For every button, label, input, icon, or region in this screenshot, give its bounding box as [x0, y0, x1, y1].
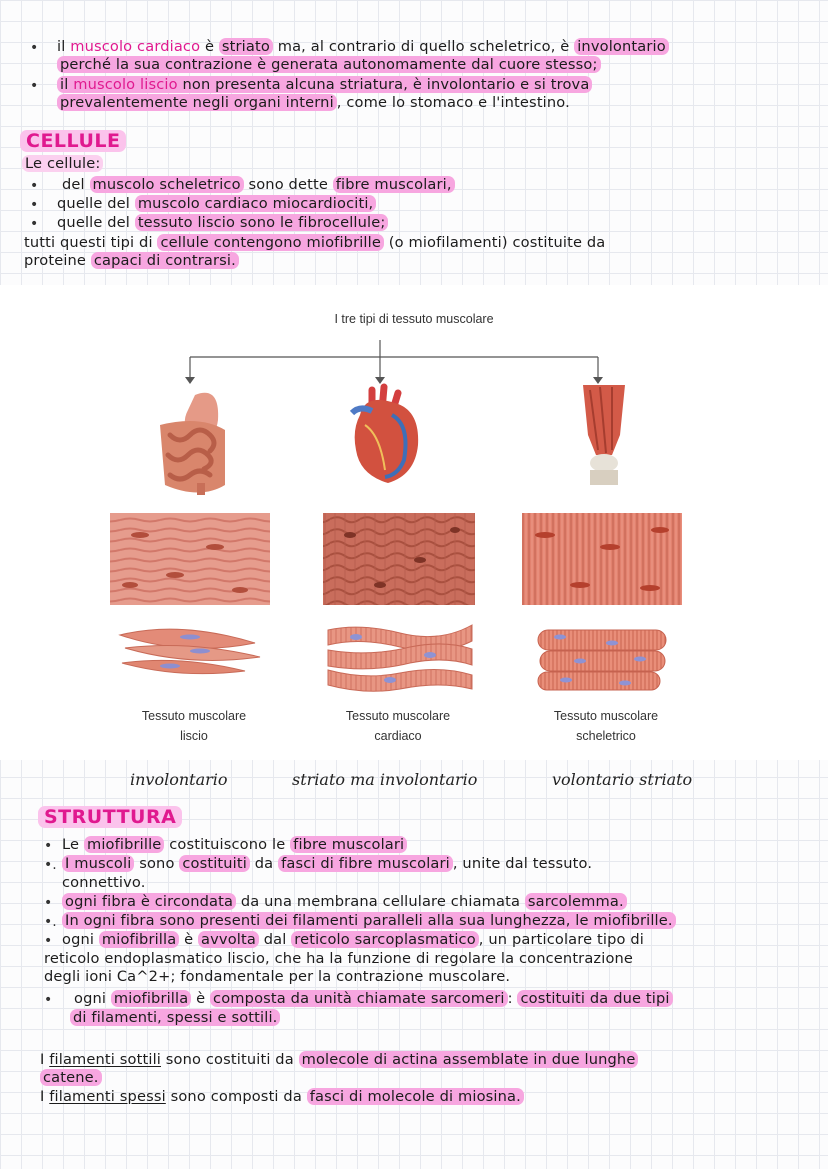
- bullet-dot: •: [30, 78, 39, 94]
- label-line: liscio: [180, 729, 208, 743]
- struttura-p2b: connettivo.: [62, 874, 146, 891]
- filamenti-spessi: I filamenti spessi sono composti da fasci di molecole di miosina.: [40, 1088, 524, 1105]
- label-line: cardiaco: [374, 729, 422, 743]
- struttura-p6b: di filamenti, spessi e sottili.: [70, 1009, 280, 1026]
- bullet-dot: •: [30, 197, 39, 213]
- label-line: Tessuto muscolare: [345, 709, 451, 723]
- heart-icon: [352, 387, 418, 483]
- highlight: prevalentemente negli organi interni: [57, 94, 337, 111]
- text: ma, al contrario di quello scheletrico, è: [272, 38, 575, 55]
- highlight: involontario: [574, 38, 669, 55]
- text: il: [60, 76, 74, 93]
- bullet-dot: •: [44, 933, 53, 949]
- intro-line-2: [57, 56, 601, 73]
- bullet-dot: •: [44, 838, 53, 854]
- highlight: striato: [219, 38, 273, 55]
- keyword: muscolo cardiaco: [70, 38, 201, 55]
- micrograph-smooth: [110, 513, 270, 605]
- cellule-item-2: quelle del muscolo cardiaco miocardiociti,: [57, 195, 376, 212]
- struttura-p6a: ogni miofibrilla è composta da unità chiamate sarcomeri : costituiti da due tipi: [74, 990, 673, 1007]
- struttura-p3: ogni fibra è circondata da una membrana cellulare chiamata sarcolemma.: [62, 893, 627, 910]
- struttura-p4: In ogni fibra sono presenti dei filamenti paralleli alla sua lunghezza, le miofibrille.: [62, 912, 676, 929]
- muscle-tissue-diagram: [0, 285, 828, 760]
- cellule-item-1: del muscolo scheletrico sono dette fibre muscolari,: [62, 176, 455, 193]
- smooth-cells-drawing: [120, 629, 260, 674]
- intro-line-3: [57, 76, 592, 93]
- label-line: Tessuto muscolare: [141, 709, 247, 723]
- section-heading-cellule: CELLULE: [20, 130, 126, 152]
- label-smooth: [104, 706, 284, 746]
- cellule-intro: [22, 155, 103, 172]
- bullet-dot: •.: [44, 914, 57, 930]
- bullet-dot: •: [30, 40, 39, 56]
- keyword: muscolo liscio: [73, 76, 178, 93]
- cardiac-cells-drawing: [328, 625, 472, 691]
- intro-line-1: [57, 38, 669, 55]
- skeletal-cells-drawing: [538, 630, 666, 690]
- handnote-smooth: involontario: [130, 770, 228, 789]
- figure-title: I tre tipi di tessuto muscolare: [334, 312, 494, 326]
- cellule-tail-1: tutti questi tipi di cellule contengono miofibrille (o miofilamenti) costituite da: [24, 234, 606, 251]
- bullet-dot: •: [44, 992, 53, 1008]
- struttura-p2a: I muscoli sono costituiti da fasci di fibre muscolari , unite dal tessuto.: [62, 855, 592, 872]
- micrograph-cardiac: [323, 513, 475, 605]
- handnote-skeletal: volontario striato: [552, 770, 693, 789]
- text: non presenta alcuna striatura, è involontario e si trova: [177, 76, 590, 93]
- bullet-dot: •: [30, 216, 39, 232]
- tree-connector: [190, 340, 598, 380]
- label-line: scheletrico: [576, 729, 636, 743]
- filamenti-sottili-1: I filamenti sottili sono costituiti da molecole di actina assemblate in due lunghe: [40, 1051, 638, 1068]
- struttura-p5a: ogni miofibrilla è avvolta dal reticolo sarcoplasmatico , un particolare tipo di: [62, 931, 644, 948]
- cellule-tail-2: proteine capaci di contrarsi.: [24, 252, 239, 269]
- section-heading-struttura: STRUTTURA: [38, 806, 182, 828]
- handnote-cardiac: striato ma involontario: [292, 770, 478, 789]
- text: è: [200, 38, 219, 55]
- filamenti-sottili-2: catene.: [40, 1069, 102, 1086]
- highlight: Le cellule:: [22, 155, 103, 172]
- bullet-dot: •: [44, 895, 53, 911]
- intro-line-4: [57, 94, 570, 111]
- cellule-item-3: quelle del tessuto liscio sono le fibrocellule;: [57, 214, 388, 231]
- struttura-p5b: reticolo endoplasmatico liscio, che ha la funzione di regolare la concentrazione: [44, 950, 634, 967]
- struttura-p1: Le miofibrille costituiscono le fibre muscolari: [62, 836, 407, 853]
- label-skeletal: [516, 706, 696, 746]
- struttura-p5c: degli ioni Ca^2+; fondamentale per la contrazione muscolare.: [44, 968, 511, 985]
- label-line: Tessuto muscolare: [553, 709, 659, 723]
- text: , come lo stomaco e l'intestino.: [336, 94, 570, 111]
- text: il: [57, 38, 71, 55]
- micrograph-skeletal: [522, 513, 682, 605]
- skeletal-muscle-icon: [583, 385, 625, 485]
- bullet-dot: •.: [44, 857, 57, 873]
- highlight: perché la sua contrazione è generata autonomamente dal cuore stesso;: [57, 56, 601, 73]
- intestine-icon: [160, 393, 225, 495]
- bullet-dot: •: [30, 178, 39, 194]
- label-cardiac: [308, 706, 488, 746]
